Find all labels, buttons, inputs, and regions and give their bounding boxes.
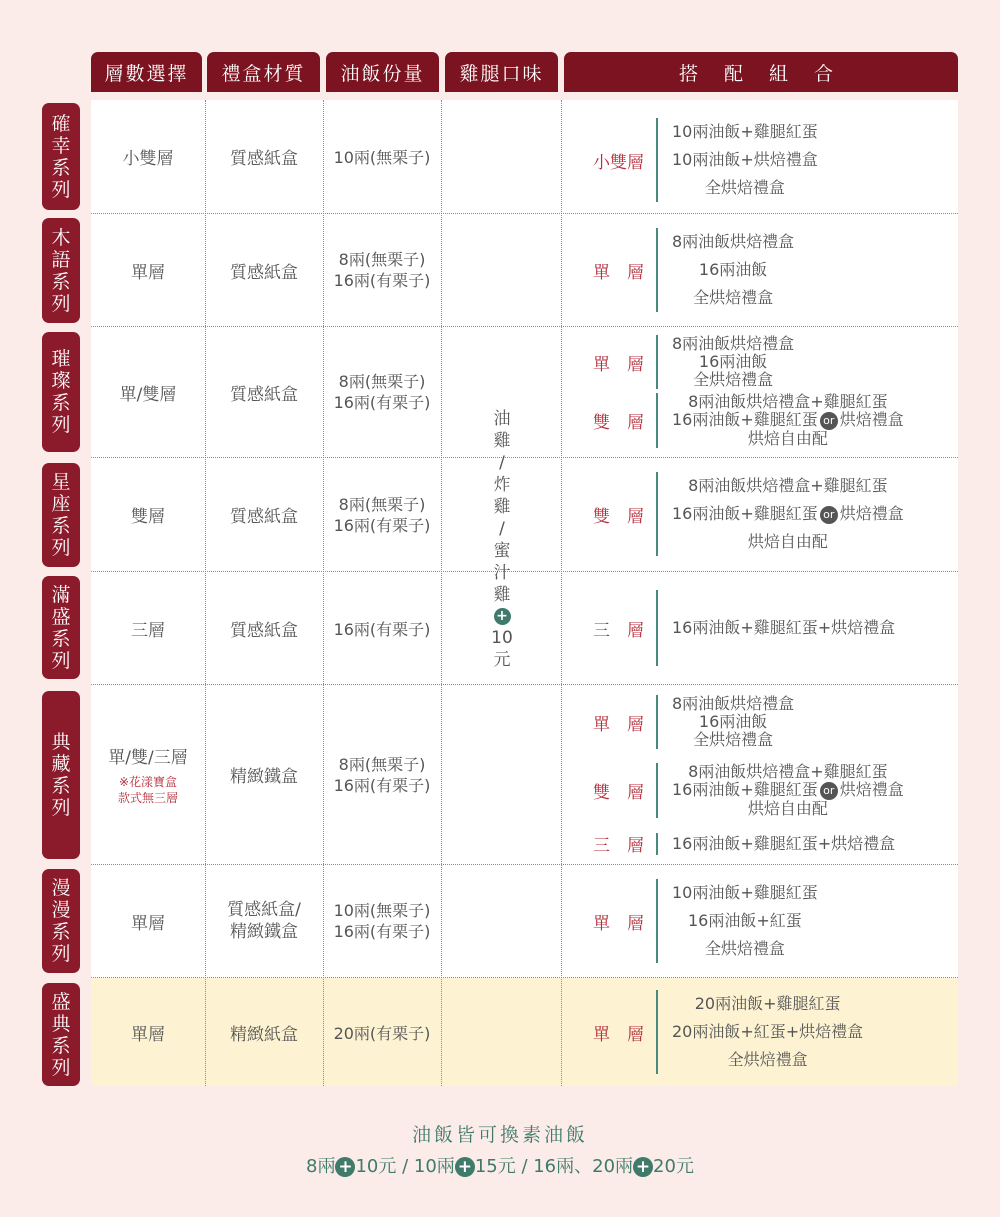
series-label-manman: 漫 漫 系 列 [42, 869, 80, 973]
box-cell: 質感紙盒 [230, 620, 298, 641]
layer-cell: 雙層 [131, 507, 165, 527]
rice-cell: 8兩(無栗子) 16兩(有栗子) [333, 372, 431, 412]
layer-cell: 單層 [131, 913, 165, 934]
chicken-flavor-cell: 油 雞 / 炸 雞 / 蜜 汁 雞 + 10 元 [491, 408, 513, 670]
header-rice: 油飯份量 [326, 52, 439, 92]
combo-block: 雙 層 8兩油飯烘焙禮盒+雞腿紅蛋 16兩油飯+雞腿紅蛋 or 烘焙禮盒 烘焙自由配 [593, 762, 904, 818]
combo-cell [561, 100, 958, 213]
combo-cell [561, 685, 958, 864]
combo-block: 單 層 8兩油飯烘焙禮盒 16兩油飯 全烘焙禮盒 [561, 228, 958, 312]
box-cell: 質感紙盒 [230, 149, 298, 169]
series-label-queshing: 確 幸 系 列 [42, 103, 80, 210]
or-icon: or [820, 506, 838, 524]
plus-icon: + [494, 608, 511, 625]
footer-title: 油飯皆可換素油飯 [411, 1124, 588, 1146]
rice-cell: 20兩(有栗子) [333, 1023, 431, 1043]
column-divider [323, 100, 324, 1086]
combo-cell [561, 978, 958, 1086]
header-chicken: 雞腿口味 [445, 52, 558, 92]
combo-block: 三 層 16兩油飯+雞腿紅蛋+烘焙禮盒 [561, 590, 958, 666]
or-icon: or [820, 782, 838, 800]
combo-cell [561, 327, 958, 457]
or-icon: or [820, 412, 838, 430]
series-label-xingzuo: 星 座 系 列 [42, 463, 80, 567]
rice-cell: 10兩(無栗子) [333, 148, 431, 167]
combo-cell [561, 572, 958, 684]
combo-block: 單 層 20兩油飯+雞腿紅蛋 20兩油飯+紅蛋+烘焙禮盒 全烘焙禮盒 [561, 990, 958, 1074]
combo-block: 雙 層 8兩油飯烘焙禮盒+雞腿紅蛋 16兩油飯+雞腿紅蛋 or 烘焙禮盒 烘焙自由配 [593, 392, 904, 448]
header-box: 禮盒材質 [207, 52, 320, 92]
combo-block: 雙 層 8兩油飯烘焙禮盒+雞腿紅蛋 16兩油飯+雞腿紅蛋 or 烘焙禮盒 烘焙自由配 [561, 472, 958, 556]
series-label-shengdian: 盛 典 系 列 [42, 983, 80, 1086]
combo-block: 單 層 8兩油飯烘焙禮盒 16兩油飯 全烘焙禮盒 [593, 334, 795, 389]
box-cell: 精緻鐵盒 [230, 767, 298, 787]
combo-cell [561, 458, 958, 571]
plus-icon: + [455, 1157, 475, 1177]
box-cell: 質感紙盒 [230, 384, 298, 405]
combo-cell [561, 865, 958, 977]
combo-block: 小雙層 10兩油飯+雞腿紅蛋 10兩油飯+烘焙禮盒 全烘焙禮盒 [561, 118, 958, 202]
column-divider [561, 100, 562, 1086]
combo-block: 三 層 16兩油飯+雞腿紅蛋+烘焙禮盒 [593, 833, 896, 856]
rice-cell: 16兩(有栗子) [333, 619, 431, 639]
layer-cell: 單層 [131, 262, 165, 283]
plus-icon: + [633, 1157, 653, 1177]
layer-cell: 單/雙/三層 ※花漾寶盒 款式無三層 [108, 748, 188, 805]
box-cell: 質感紙盒/ 精緻鐵盒 [227, 900, 301, 942]
header-layer: 層數選擇 [91, 52, 202, 92]
combo-block: 單 層 10兩油飯+雞腿紅蛋 16兩油飯+紅蛋 全烘焙禮盒 [561, 879, 958, 963]
column-divider [205, 100, 206, 1086]
layer-cell: 單/雙層 [119, 384, 177, 405]
table-row [91, 978, 958, 1086]
combo-block: 單 層 8兩油飯烘焙禮盒 16兩油飯 全烘焙禮盒 [593, 694, 795, 749]
layer-note: ※花漾寶盒 款式無三層 [117, 775, 178, 805]
column-divider [441, 100, 442, 1086]
rice-cell: 10兩(無栗子) 16兩(有栗子) [333, 901, 431, 941]
layer-cell: 小雙層 [122, 149, 174, 169]
series-label-muyu: 木 語 系 列 [42, 218, 80, 323]
box-cell: 質感紙盒 [230, 507, 298, 527]
box-cell: 質感紙盒 [230, 262, 298, 283]
rice-cell: 8兩(無栗子) 16兩(有栗子) [333, 494, 431, 535]
footer-prices: 8兩 + 10元 / 10兩 + 15元 / 16兩、20兩 + 20元 [306, 1156, 694, 1177]
series-label-diancang: 典 藏 系 列 [42, 691, 80, 859]
series-label-mansheng: 滿 盛 系 列 [42, 576, 80, 679]
rice-cell: 8兩(無栗子) 16兩(有栗子) [333, 754, 431, 795]
combo-cell [561, 214, 958, 326]
layer-cell: 三層 [131, 620, 165, 641]
plus-icon: + [335, 1157, 355, 1177]
box-cell: 精緻紙盒 [230, 1024, 298, 1045]
layer-cell: 單層 [131, 1024, 165, 1045]
rice-cell: 8兩(無栗子) 16兩(有栗子) [333, 250, 431, 290]
header-combo: 搭 配 組 合 [564, 52, 958, 92]
series-label-cuican: 璀 璨 系 列 [42, 332, 80, 452]
